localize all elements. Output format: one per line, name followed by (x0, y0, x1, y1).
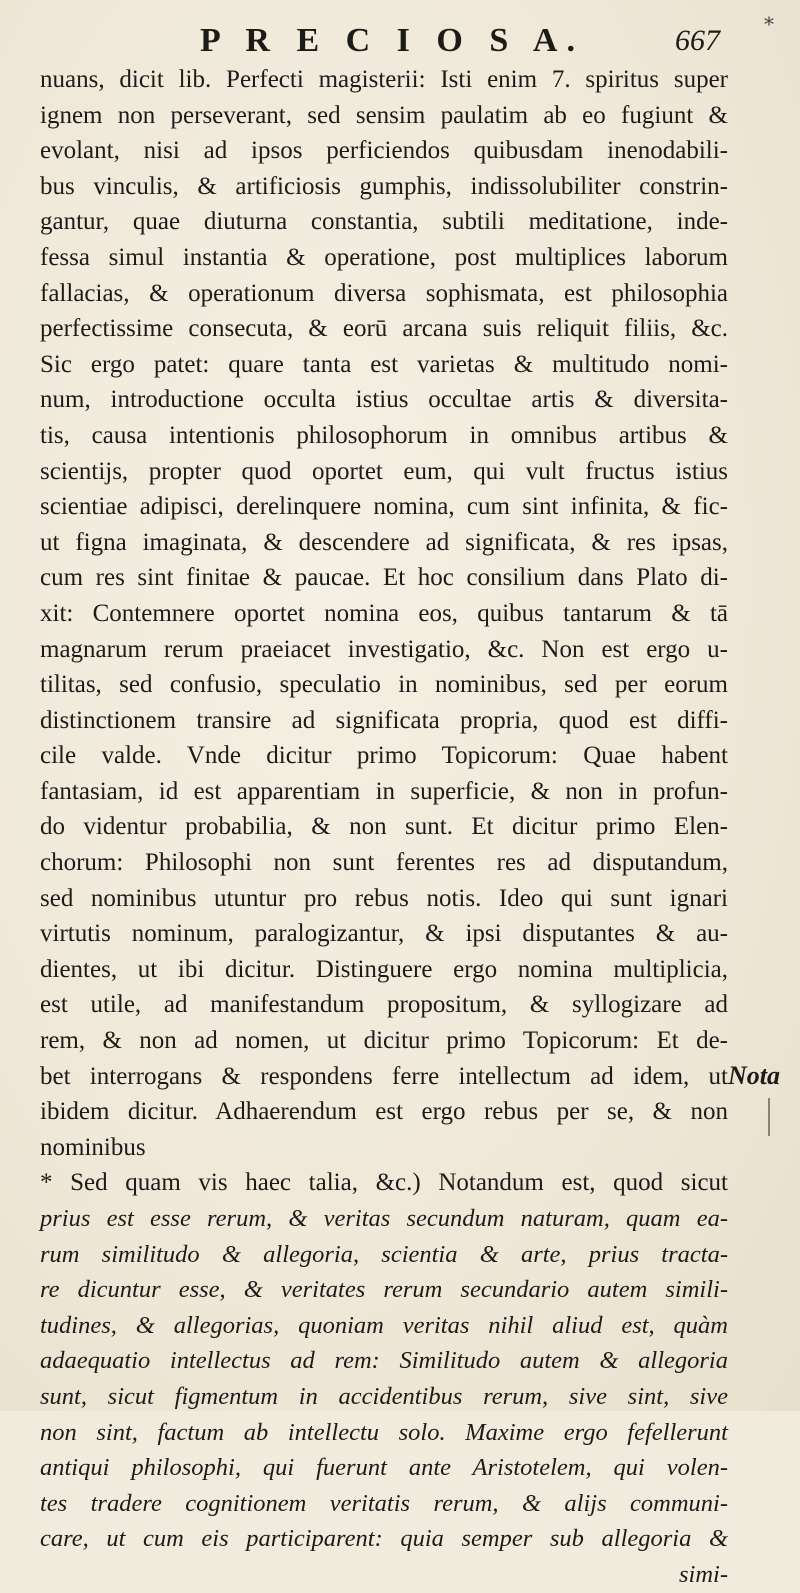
text-line: perfectissime consecuta, & eorū arcana suis reliquit filiis, &c. (40, 315, 728, 343)
note-line: care, ut cum eis participarent: quia semper sub allegoria & (40, 1525, 728, 1553)
text-line: ibidem dicitur. Adhaerendum est ergo rebus per se, & non (40, 1098, 728, 1126)
text-line: do videntur probabilia, & non sunt. Et dicitur primo Elen- (40, 813, 728, 841)
text-line: nominibus (40, 1133, 146, 1161)
text-line: xit: Contemnere oportet nomina eos, quibus tantarum & tā (40, 599, 728, 627)
page-number: 667 (675, 24, 720, 57)
margin-rule (768, 1098, 770, 1136)
text-line: virtutis nominum, paralogizantur, & ipsi disputantes & au- (40, 920, 728, 948)
body-text (40, 62, 728, 1593)
corner-mark: * (764, 12, 774, 36)
note-line: rum similitudo & allegoria, scientia & arte, prius tracta- (40, 1240, 728, 1268)
running-head (40, 18, 720, 66)
text-line: evolant, nisi ad ipsos perficiendos quibusdam inenodabili- (40, 137, 728, 165)
text-line: distinctionem transire ad significata propria, quod est diffi- (40, 706, 728, 734)
text-line: cile valde. Vnde dicitur primo Topicorum: Quae habent (40, 742, 728, 770)
note-line: tudines, & allegorias, quoniam veritas nihil aliud est, quàm (40, 1311, 728, 1339)
note-line: prius est esse rerum, & veritas secundum naturam, quam ea- (40, 1205, 728, 1232)
text-line: scientiae adipisci, derelinquere nomina, cum sint infinita, & fic- (40, 493, 728, 521)
text-line: gantur, quae diuturna constantia, subtili meditatione, inde- (40, 208, 728, 236)
text-line: sed nominibus utuntur pro rebus notis. Ideo qui sunt ignari (40, 884, 728, 912)
note-line: sunt, sicut figmentum in accidentibus rerum, sive sint, sive (40, 1382, 728, 1410)
note-line: re dicuntur esse, & veritates rerum secundario autem simili- (40, 1276, 728, 1304)
text-line: scientijs, propter quod oportet eum, qui vult fructus istius (40, 457, 728, 485)
text-line: dientes, ut ibi dicitur. Distinguere ergo nomina multiplicia, (40, 955, 728, 983)
note-line: * Sed quam vis haec talia, &c.) Notandum est, quod sicut (40, 1169, 728, 1197)
text-line: fessa simul instantia & operatione, post multiplices laborum (40, 243, 728, 271)
text-line: magnarum rerum praeiacet investigatio, &c. Non est ergo u- (40, 635, 728, 663)
text-line: tis, causa intentionis philosophorum in omnibus artibus & (40, 421, 728, 449)
text-line: fantasiam, id est apparentiam in superficie, & non in profun- (40, 777, 728, 805)
text-line: nuans, dicit lib. Perfecti magisterii: Isti enim 7. spiritus super (40, 66, 728, 93)
text-line: chorum: Philosophi non sunt ferentes res ad disputandum, (40, 849, 728, 877)
text-line: ignem non perseverant, sed sensim paulatim ab eo fugiunt & (40, 101, 728, 129)
text-line: ut figna imaginata, & descendere ad significata, & res ipsas, (40, 528, 728, 556)
text-line: tilitas, sed confusio, speculatio in nominibus, sed per eorum (40, 671, 728, 699)
running-title: P R E C I O S A. (200, 22, 584, 59)
text-line: Sic ergo patet: quare tanta est varietas & multitudo nomi- (40, 350, 728, 378)
note-line: adaequatio intellectus ad rem: Similitudo autem & allegoria (40, 1347, 728, 1375)
note-line: non sint, factum ab intellectu solo. Maxime ergo fefellerunt (40, 1418, 728, 1446)
text-line: bet interrogans & respondens ferre intellectum ad idem, ut (40, 1062, 728, 1090)
text-line: fallacias, & operationum diversa sophismata, est philosophia (40, 279, 728, 307)
note-line: simi- (679, 1560, 728, 1588)
note-line: tes tradere cognitionem veritatis rerum, & alijs communi- (40, 1489, 728, 1517)
text-line: est utile, ad manifestandum propositum, & syllogizare ad (40, 991, 728, 1019)
note-line: antiqui philosophi, qui fuerunt ante Aristotelem, qui volen- (40, 1454, 728, 1482)
text-line: num, introductione occulta istius occultae artis & diversita- (40, 386, 728, 414)
text-line: cum res sint finitae & paucae. Et hoc consilium dans Plato di- (40, 564, 728, 592)
text-line: rem, & non ad nomen, ut dicitur primo Topicorum: Et de- (40, 1027, 728, 1055)
text-line: bus vinculis, & artificiosis gumphis, indissolubiliter constrin- (40, 172, 728, 200)
nota-marginal-note: Nota (728, 1061, 780, 1090)
